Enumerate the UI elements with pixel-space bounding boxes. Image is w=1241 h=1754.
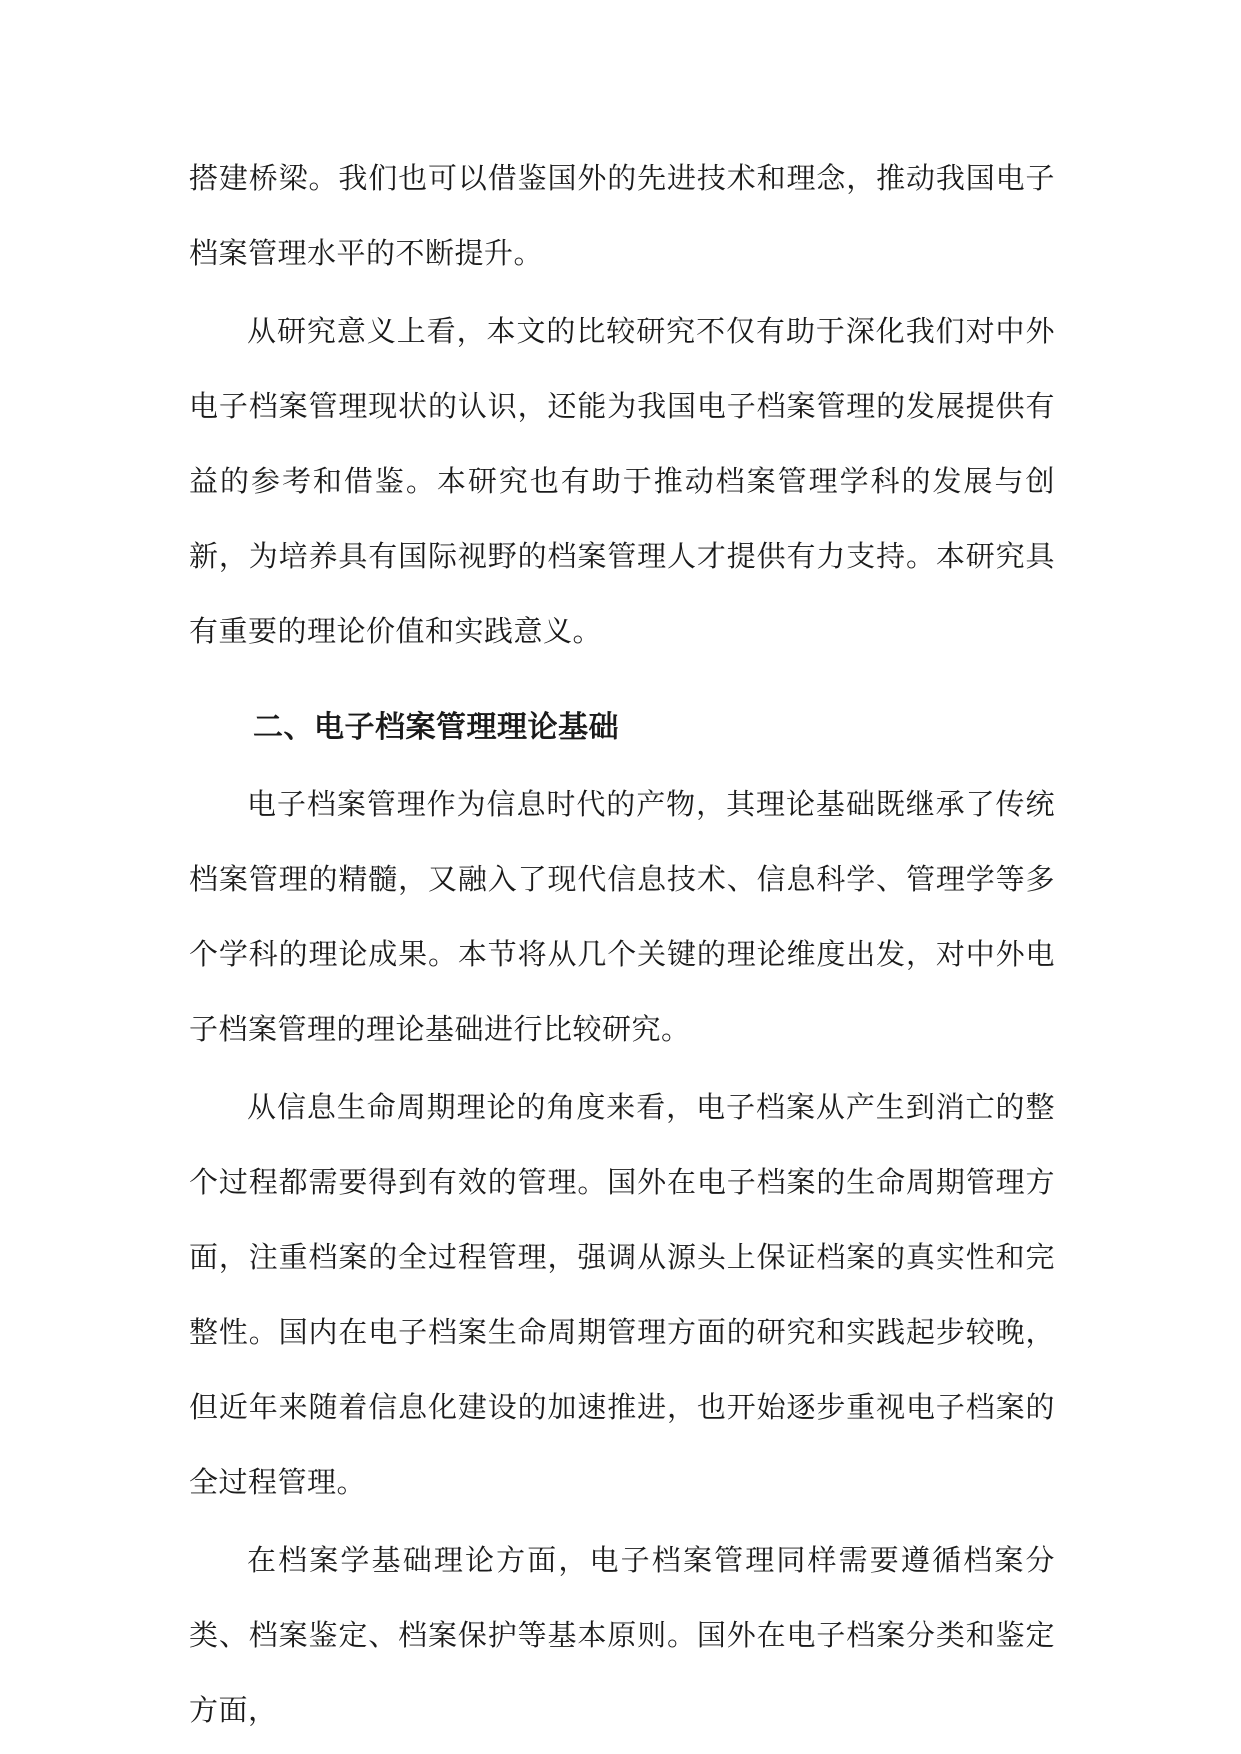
paragraph-intro-continuation: 搭建桥梁。我们也可以借鉴国外的先进技术和理念，推动我国电子档案管理水平的不断提升。 (189, 161, 1055, 270)
document-body (189, 141, 1055, 1748)
paragraph-theory-overview: 电子档案管理作为信息时代的产物，其理论基础既继承了传统档案管理的精髓，又融入了现代信息技术、信息科学、管理学等多个学科的理论成果。本节将从几个关键的理论维度出发，对中外电子档案管理的理论基础进行比较研究。 (189, 787, 1055, 1046)
paragraph-research-significance: 从研究意义上看，本文的比较研究不仅有助于深化我们对中外电子档案管理现状的认识，还能为我国电子档案管理的发展提供有益的参考和借鉴。本研究也有助于推动档案管理学科的发展与创新，为培养具有国际视野的档案管理人才提供有力支持。本研究具有重要的理论价值和实践意义。 (189, 314, 1055, 648)
heading-spacer (189, 669, 1055, 690)
paragraph-archival-principles: 在档案学基础理论方面，电子档案管理同样需要遵循档案分类、档案鉴定、档案保护等基本原则。国外在电子档案分类和鉴定方面， (189, 1543, 1055, 1727)
paragraph-lifecycle-theory: 从信息生命周期理论的角度来看，电子档案从产生到消亡的整个过程都需要得到有效的管理。国外在电子档案的生命周期管理方面，注重档案的全过程管理，强调从源头上保证档案的真实性和完整性。国内在电子档案生命周期管理方面的研究和实践起步较晚，但近年来随着信息化建设的加速推进，也开始逐步重视电子档案的全过程管理。 (189, 1090, 1055, 1499)
section-heading: 二、电子档案管理理论基础 (253, 710, 619, 745)
